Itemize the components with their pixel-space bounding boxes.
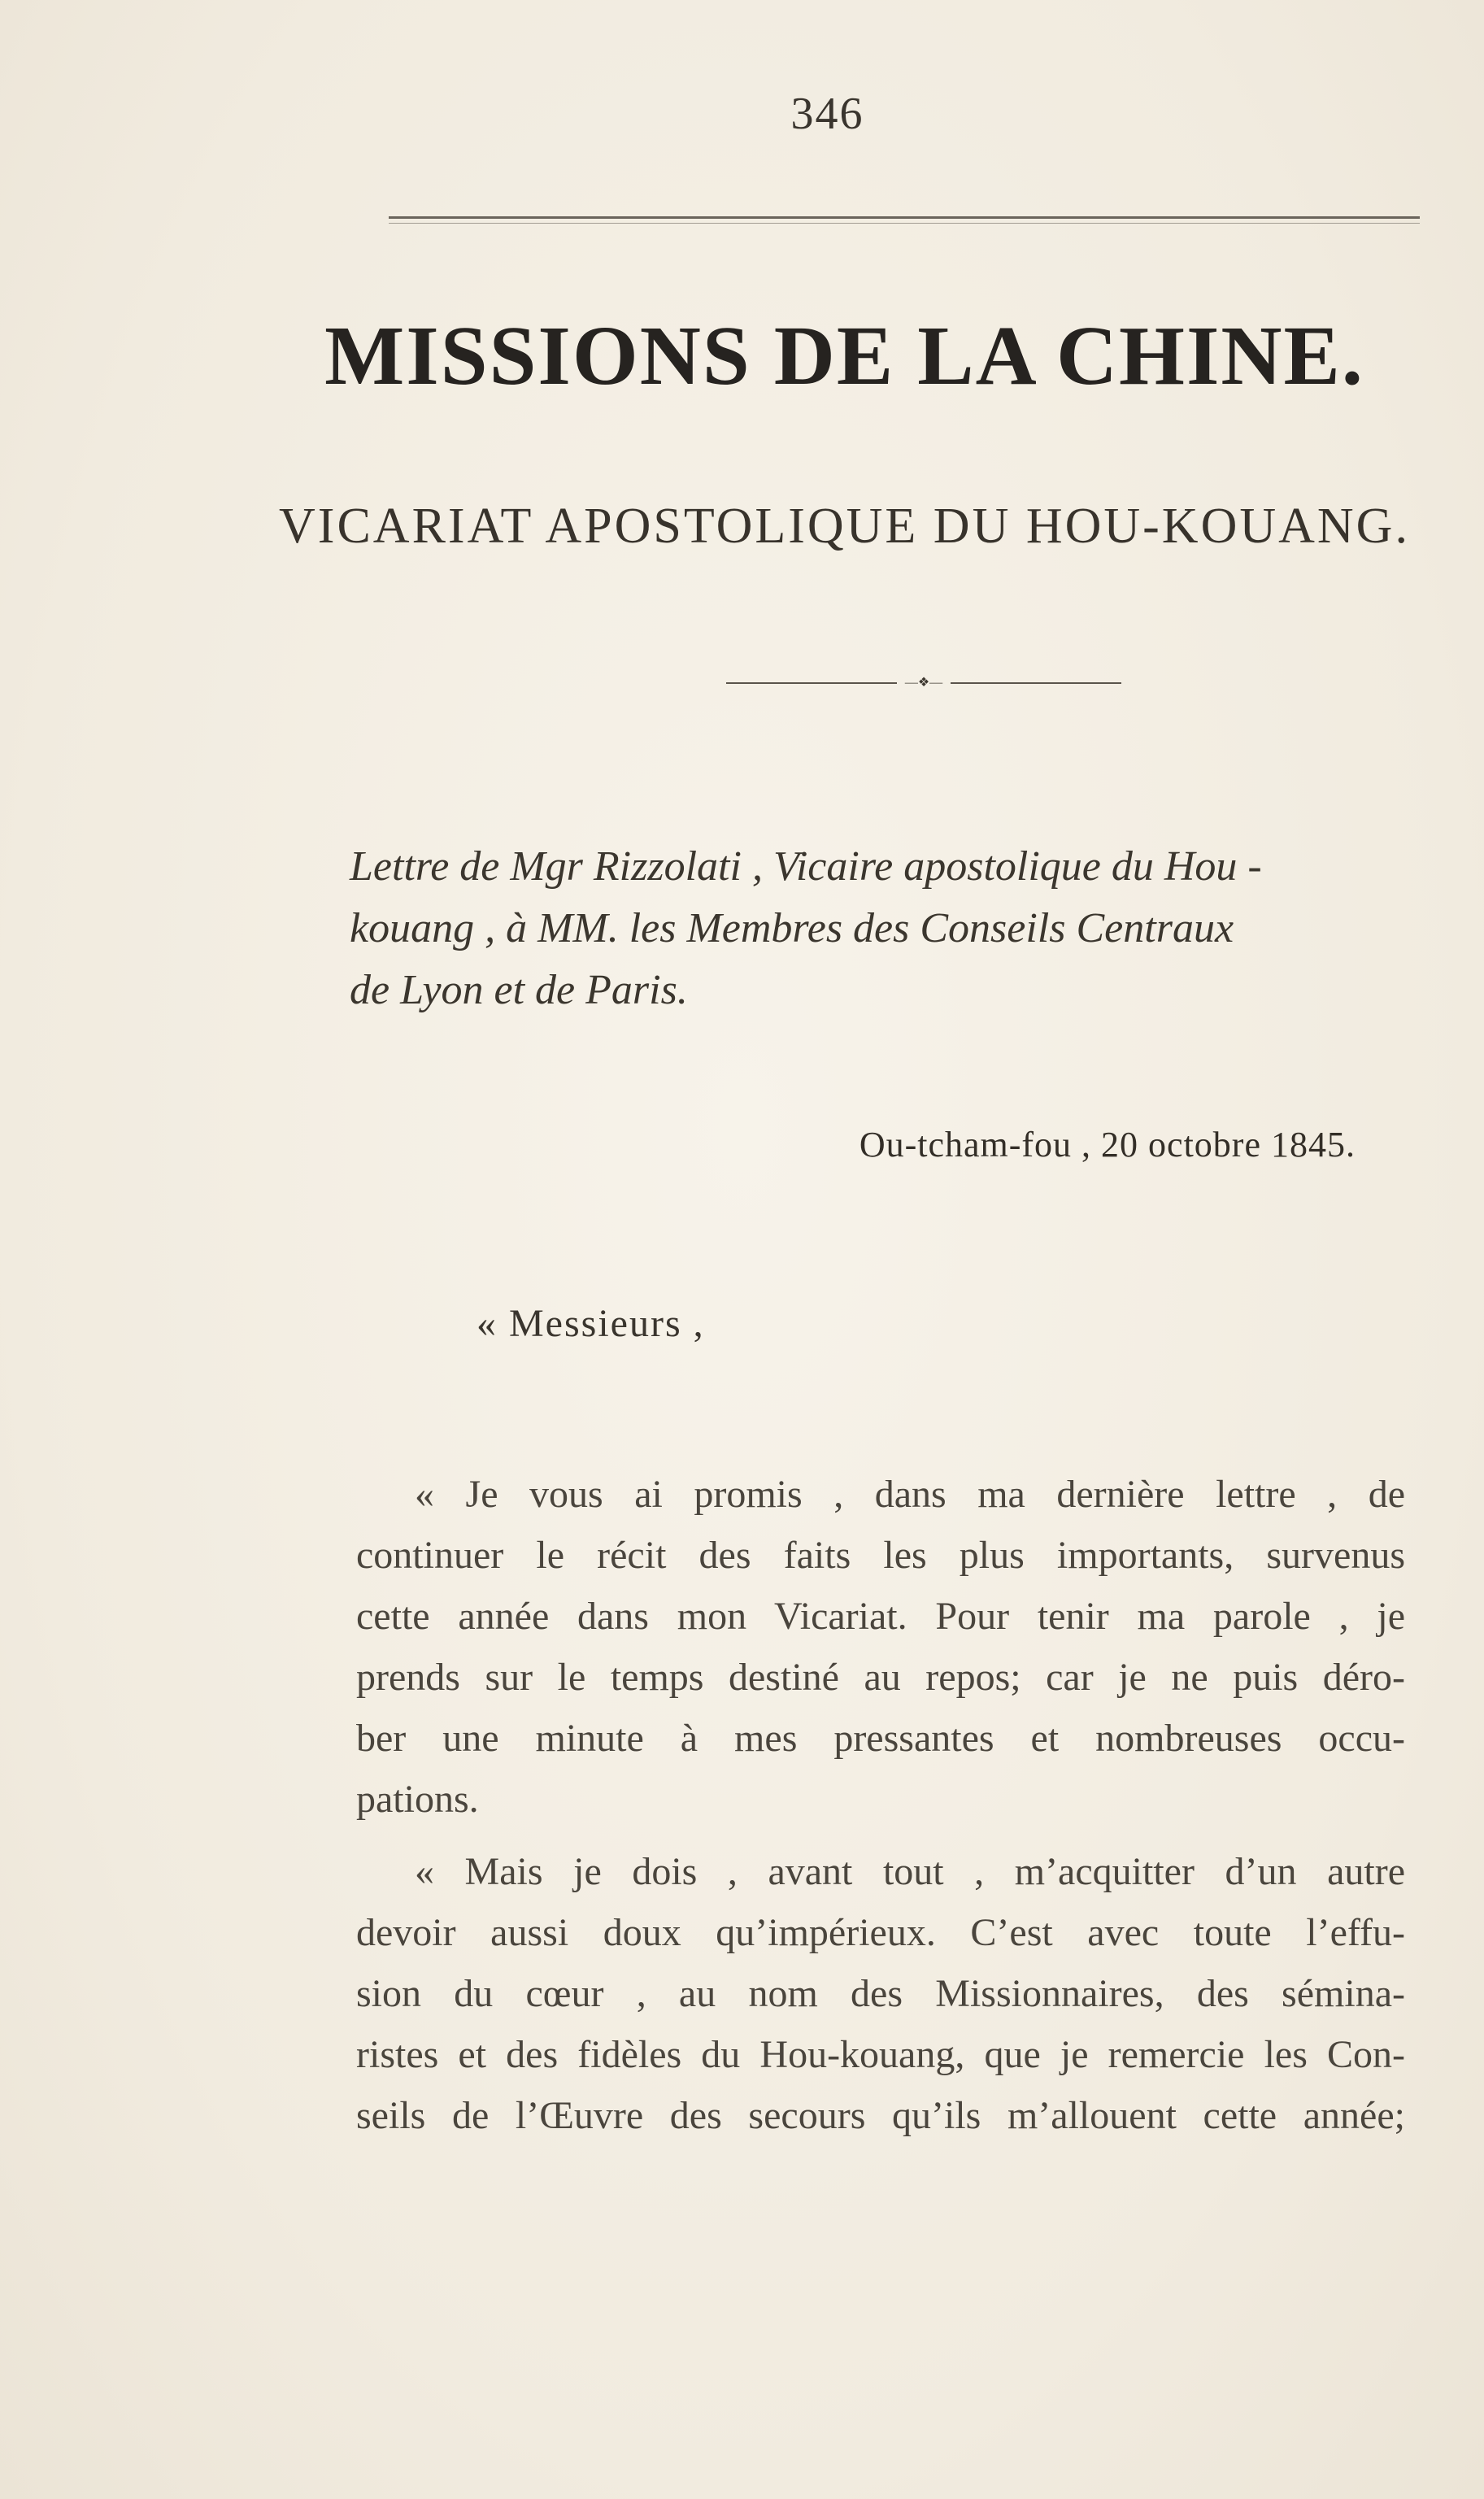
text-line: prends sur le temps destiné au repos; car je ne puis déro- (356, 1656, 1405, 1699)
text-line: « Mais je dois , avant tout , m’acquitter d’un autre (415, 1850, 1405, 1893)
body-paragraph (356, 1464, 1405, 1830)
text-line: ber une minute à mes pressantes et nombreuses occu- (356, 1717, 1405, 1760)
body-paragraph (356, 1841, 1405, 2146)
section-subtitle: VICARIAT APOSTOLIQUE DU HOU-KOUANG. (279, 498, 1410, 554)
text-line: pations. (356, 1778, 479, 1821)
ornament-line-right (951, 682, 1121, 684)
header-rule (389, 216, 1420, 219)
letter-heading-line: de Lyon et de Paris. (350, 967, 688, 1013)
letter-heading (350, 836, 1423, 1021)
page-number: 346 (790, 89, 864, 139)
text-line: continuer le récit des faits les plus importants, survenus (356, 1534, 1405, 1577)
dateline: Ou-tcham-fou , 20 octobre 1845. (859, 1125, 1356, 1165)
text-line: devoir aussi doux qu’impérieux. C’est avec toute l’effu- (356, 1911, 1405, 1954)
section-title: MISSIONS DE LA CHINE. (324, 309, 1364, 403)
letter-heading-line: kouang , à MM. les Membres des Conseils Centraux (350, 905, 1234, 951)
salutation: « Messieurs , (477, 1302, 705, 1345)
ornament-glyph: —❖— (904, 676, 943, 690)
text-line: cette année dans mon Vicariat. Pour tenir ma parole , je (356, 1595, 1405, 1638)
text-line: ristes et des fidèles du Hou-kouang, que je remercie les Con- (356, 2033, 1405, 2076)
text-line: « Je vous ai promis , dans ma dernière lettre , de (415, 1473, 1405, 1516)
ornament-divider (726, 677, 1121, 689)
letter-heading-line: Lettre de Mgr Rizzolati , Vicaire apostolique du Hou - (350, 843, 1262, 890)
text-line: seils de l’Œuvre des secours qu’ils m’allouent cette année; (356, 2094, 1405, 2137)
ornament-line-left (726, 682, 897, 684)
text-line: sion du cœur , au nom des Missionnaires, des sémina- (356, 1972, 1405, 2015)
